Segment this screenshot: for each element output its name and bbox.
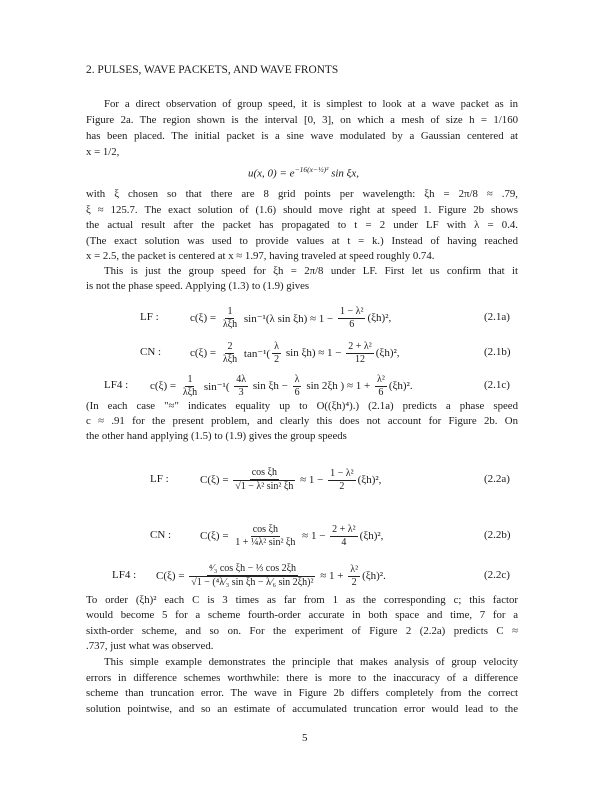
text-line: the other hand applying (1.5) to (1.9) gives the group speeds: [86, 430, 347, 442]
section-heading: 2. PULSES, WAVE PACKETS, AND WAVE FRONTS: [86, 64, 339, 76]
equation-text: (ξh)²,: [367, 312, 392, 324]
fraction: [181, 374, 199, 399]
eq-lhs: u(x, 0) = e: [248, 167, 295, 180]
equation: [0, 556, 612, 596]
equation-text: (ξh)²,: [357, 474, 382, 486]
text-line: would become 5 for a scheme fourth-order accurate in both space and time, 7 for a: [86, 609, 518, 621]
text-line: This simple example demonstrates the principle that makes analysis of group velocity: [104, 656, 518, 668]
equation-text: ≈ 1 +: [317, 570, 347, 582]
numerator: ⁴⁄₃ cos ξh − ⅓ cos 2ξh: [208, 563, 297, 574]
numerator: cos ξh: [251, 467, 277, 478]
equation-text: sin ξh −: [250, 380, 291, 392]
text-line: For a direct observation of group speed, it is simplest to look at a wave packet as in: [104, 98, 518, 110]
denominator: 2: [351, 576, 357, 588]
equation: [0, 460, 612, 500]
numerator: 1 − λ²: [330, 467, 354, 479]
text-line: solution pointwise, and so an estimate of accumulated truncation error would lead to the: [86, 703, 518, 715]
equation-body: [200, 516, 383, 556]
numerator: 2 + λ²: [348, 340, 372, 352]
denominator: 3: [238, 386, 244, 398]
text-line: the actual result after the packet has propagated to t = 2 under LF with λ = 0.4.: [86, 219, 518, 231]
equation-label: LF4 :: [112, 569, 137, 581]
equation-body: [156, 556, 386, 596]
equation-text: ≈ 1 −: [299, 530, 329, 542]
equation-label: LF4 :: [104, 379, 129, 391]
denominator: 6: [378, 386, 384, 398]
equation-text: tan⁻¹(: [241, 347, 271, 360]
equation-text: C(ξ) =: [156, 570, 188, 582]
text-line: errors in difference schemes worthwhile: there is more to the inaccuracy of a difference: [86, 672, 518, 684]
numerator: 4λ: [236, 373, 247, 385]
fraction: [348, 564, 360, 589]
numerator: 2: [227, 340, 233, 352]
equation-initial-packet: [248, 165, 359, 180]
numerator: 2 + λ²: [332, 523, 356, 535]
fraction: [346, 341, 374, 366]
equation-number: (2.2c): [484, 569, 510, 581]
fraction: [272, 341, 281, 366]
equation-text: c(ξ) =: [190, 347, 219, 359]
equation-text: ≈ 1 −: [297, 474, 327, 486]
denominator: √1 − (⁴λ⁄₃ sin ξh − λ⁄₆ sin 2ξh)²: [191, 577, 314, 588]
denominator: λξh: [222, 318, 238, 330]
equation-number: (2.2a): [484, 473, 510, 485]
denominator: λξh: [182, 386, 198, 398]
equation-text: (ξh)².: [362, 570, 386, 582]
equation-label: LF :: [140, 311, 159, 323]
equation-text: c(ξ) =: [150, 380, 179, 392]
equation: [0, 516, 612, 556]
text-line: x = 1/2,: [86, 146, 120, 158]
text-line: scheme than truncation error. The wave in Figure 2b differs completely from the correct: [86, 687, 518, 699]
fraction: [338, 306, 366, 331]
fraction: [221, 341, 239, 366]
equation-text: sin 2ξh ) ≈ 1 +: [303, 380, 373, 392]
text-line: (In each case "≈" indicates equality up to O((ξh)⁴).) (2.1a) predicts a phase speed: [86, 400, 518, 412]
fraction: [330, 524, 358, 549]
equation-number: (2.1b): [484, 346, 511, 358]
numerator: λ²: [350, 563, 359, 575]
text-line: (The exact solution was used to provide values at t = k.) Instead of having reached: [86, 235, 518, 247]
fraction: [233, 467, 295, 493]
equation-text: C(ξ) =: [200, 530, 232, 542]
text-line: x = 2.5, the packet is centered at x ≈ 1.97, having traveled at speed roughly 0.74.: [86, 250, 435, 262]
equation-body: [200, 460, 381, 500]
equation-number: (2.1a): [484, 311, 510, 323]
text-line: with ξ chosen so that there are 8 grid points per wavelength: ξh = 2π/8 ≈ .79,: [86, 188, 518, 200]
text-line: has been placed. The initial packet is a sine wave modulated by a Gaussian centered at: [86, 130, 518, 142]
text-line: Figure 2a. The region shown is the interval [0, 3], on which a mesh of size h = 1/160: [86, 114, 518, 126]
text-line: c ≈ .91 for the present problem, and clearly this does not account for Figure 2b. On: [86, 415, 518, 427]
numerator: 1 − λ²: [339, 305, 364, 317]
denominator: 6: [294, 386, 300, 398]
numerator: cos ξh: [252, 523, 278, 535]
denominator: 1 + ¼λ² sin² ξh: [235, 536, 296, 548]
fraction: [221, 306, 239, 331]
denominator: 2: [274, 353, 280, 365]
fraction: [234, 374, 248, 399]
equation-body: [190, 298, 391, 338]
denominator: √1 − λ² sin² ξh: [235, 481, 294, 492]
denominator: 6: [349, 318, 355, 330]
text-line: This is just the group speed for ξh = 2π/8 under LF. First let us confirm that it: [104, 265, 518, 277]
denominator: 2: [339, 480, 345, 492]
fraction: [375, 374, 387, 399]
equation: [0, 298, 612, 338]
equation-text: C(ξ) =: [200, 474, 232, 486]
fraction: [189, 563, 315, 589]
denominator: 12: [355, 353, 366, 365]
text-line: .737, just what was observed.: [86, 640, 214, 652]
numerator: λ²: [376, 373, 385, 385]
numerator: 1: [187, 373, 193, 385]
numerator: 1: [227, 305, 233, 317]
equation-text: sin⁻¹(: [201, 380, 233, 393]
equation-text: sin ξh) ≈ 1 −: [283, 347, 345, 359]
text-line: ξ ≈ 125.7. The exact solution of (1.6) should move right at speed 1. Figure 2b shows: [86, 204, 518, 216]
equation-label: CN :: [140, 346, 162, 358]
page-number: 5: [302, 732, 308, 744]
equation-text: (ξh)².: [388, 380, 413, 392]
equation-text: c(ξ) =: [190, 312, 219, 324]
equation-label: CN :: [150, 529, 172, 541]
numerator: λ: [294, 373, 300, 385]
equation-label: LF :: [150, 473, 169, 485]
eq-rhs: sin ξx,: [328, 167, 360, 180]
text-line: To order (ξh)² each C is 3 times as far from 1 as the corresponding c; this factor: [86, 594, 518, 606]
fraction: [233, 524, 297, 549]
equation-text: (ξh)²,: [375, 347, 400, 359]
equation-number: (2.1c): [484, 379, 510, 391]
fraction: [293, 374, 302, 399]
text-line: is not the phase speed. Applying (1.3) to (1.9) gives: [86, 280, 310, 292]
equation-number: (2.2b): [484, 529, 511, 541]
text-line: sixth-order scheme, and so on. For the experiment of Figure 2 (2.2a) predicts C ≈: [86, 625, 518, 637]
denominator: λξh: [222, 353, 238, 365]
eq-exponent: −16(x−½)²: [294, 165, 329, 174]
numerator: λ: [274, 340, 280, 352]
fraction: [328, 468, 356, 493]
equation-text: sin⁻¹(λ sin ξh) ≈ 1 −: [241, 312, 336, 325]
denominator: 4: [341, 536, 347, 548]
equation-text: (ξh)²,: [359, 530, 384, 542]
